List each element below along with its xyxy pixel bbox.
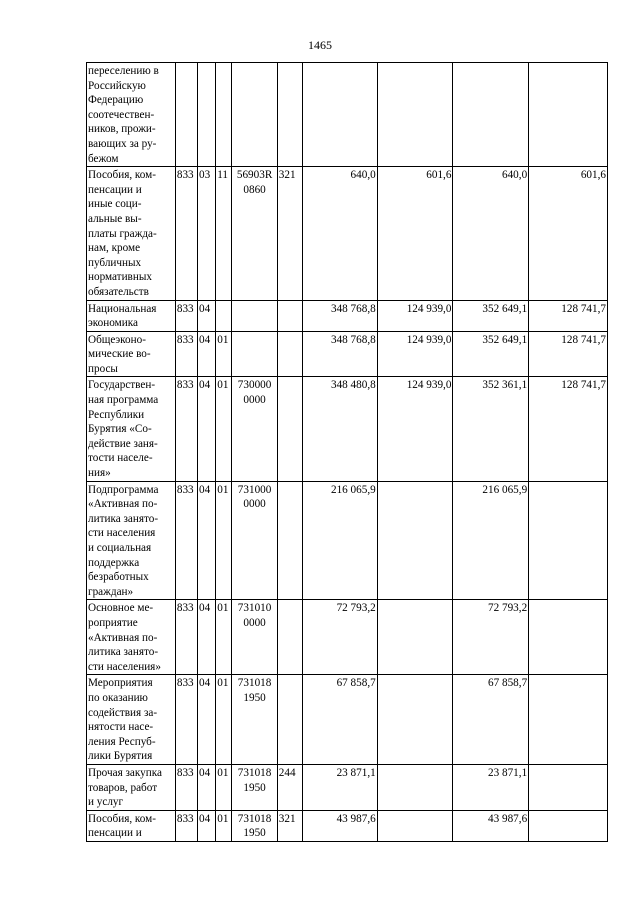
cell-csr: 731018 1950 bbox=[232, 764, 277, 810]
cell-vr bbox=[277, 300, 302, 331]
cell-sum1: 640,0 bbox=[303, 167, 378, 300]
row-name-cell bbox=[87, 764, 176, 810]
cell-rz: 04 bbox=[198, 810, 216, 841]
name-line: платы гражда- bbox=[88, 227, 157, 240]
cell-rz: 04 bbox=[198, 300, 216, 331]
name-line: граждан» bbox=[88, 585, 134, 598]
cell-pr: 11 bbox=[216, 167, 232, 300]
name-line: мические во- bbox=[88, 348, 151, 361]
name-line: вающих за ру- bbox=[88, 137, 157, 150]
name-line: по оказанию bbox=[88, 691, 148, 704]
name-line: соотечествен- bbox=[88, 108, 155, 121]
cell-vr: 321 bbox=[277, 167, 302, 300]
name-line: действие заня- bbox=[88, 437, 158, 450]
table-row bbox=[87, 481, 608, 600]
cell-csr: 731018 1950 bbox=[232, 675, 277, 765]
cell-grbs: 833 bbox=[175, 300, 197, 331]
name-line: публичных bbox=[88, 256, 142, 269]
cell-pr: 01 bbox=[216, 810, 232, 841]
cell-sum1: 72 793,2 bbox=[303, 600, 378, 675]
name-line: просы bbox=[88, 362, 118, 375]
cell-rz: 04 bbox=[198, 377, 216, 481]
cell-csr bbox=[232, 63, 277, 167]
name-line: «Активная по- bbox=[88, 498, 158, 511]
name-line: Пособия, ком- bbox=[88, 812, 156, 825]
name-line: Пособия, ком- bbox=[88, 169, 156, 182]
cell-grbs: 833 bbox=[175, 675, 197, 765]
name-line: экономика bbox=[88, 317, 138, 330]
name-line: Национальная bbox=[88, 302, 157, 315]
cell-csr bbox=[232, 300, 277, 331]
cell-sum1 bbox=[303, 63, 378, 167]
name-line: пенсации и bbox=[88, 183, 142, 196]
row-name-cell bbox=[87, 600, 176, 675]
name-line: сти населения» bbox=[88, 660, 161, 673]
cell-grbs: 833 bbox=[175, 764, 197, 810]
cell-sum2: 124 939,0 bbox=[377, 331, 453, 377]
name-line: Бурятия «Со- bbox=[88, 423, 152, 436]
row-name-cell bbox=[87, 481, 176, 600]
cell-sum3: 23 871,1 bbox=[453, 764, 529, 810]
cell-sum2 bbox=[377, 600, 453, 675]
name-line: ния» bbox=[88, 467, 111, 480]
table-row bbox=[87, 300, 608, 331]
row-name-cell bbox=[87, 810, 176, 841]
cell-grbs: 833 bbox=[175, 167, 197, 300]
table-row bbox=[87, 63, 608, 167]
cell-sum4 bbox=[529, 63, 608, 167]
cell-pr: 01 bbox=[216, 764, 232, 810]
cell-rz: 04 bbox=[198, 764, 216, 810]
table-row bbox=[87, 810, 608, 841]
cell-sum1: 348 768,8 bbox=[303, 331, 378, 377]
cell-sum3 bbox=[453, 63, 529, 167]
cell-sum3: 640,0 bbox=[453, 167, 529, 300]
name-line: нам, кроме bbox=[88, 242, 141, 255]
budget-table bbox=[86, 62, 608, 842]
cell-sum3: 352 649,1 bbox=[453, 331, 529, 377]
cell-csr: 731018 1950 bbox=[232, 810, 277, 841]
cell-grbs: 833 bbox=[175, 810, 197, 841]
cell-sum4 bbox=[529, 600, 608, 675]
cell-sum4: 128 741,7 bbox=[529, 377, 608, 481]
name-line: Подпрограмма bbox=[88, 483, 159, 496]
name-line: нятости насе- bbox=[88, 721, 154, 734]
name-line: литика занято- bbox=[88, 646, 159, 659]
cell-rz: 03 bbox=[198, 167, 216, 300]
cell-sum4 bbox=[529, 764, 608, 810]
cell-vr bbox=[277, 331, 302, 377]
cell-pr: 01 bbox=[216, 675, 232, 765]
cell-sum4: 601,6 bbox=[529, 167, 608, 300]
cell-vr bbox=[277, 600, 302, 675]
cell-sum3: 352 649,1 bbox=[453, 300, 529, 331]
name-line: переселению в bbox=[88, 65, 159, 77]
name-line: Российскую bbox=[88, 79, 146, 92]
name-line: ников, прожи- bbox=[88, 123, 156, 136]
table-row bbox=[87, 675, 608, 765]
cell-pr: 01 bbox=[216, 377, 232, 481]
name-line: товаров, работ bbox=[88, 781, 158, 794]
row-name-cell bbox=[87, 675, 176, 765]
cell-sum3: 72 793,2 bbox=[453, 600, 529, 675]
name-line: Республики bbox=[88, 408, 145, 421]
cell-sum3: 216 065,9 bbox=[453, 481, 529, 600]
cell-grbs: 833 bbox=[175, 600, 197, 675]
row-name-cell bbox=[87, 167, 176, 300]
name-line: поддержка bbox=[88, 556, 140, 569]
cell-pr: 01 bbox=[216, 331, 232, 377]
name-line: роприятие bbox=[88, 616, 138, 629]
name-line: тости населе- bbox=[88, 452, 153, 465]
cell-sum4: 128 741,7 bbox=[529, 300, 608, 331]
table-row bbox=[87, 600, 608, 675]
cell-sum1: 67 858,7 bbox=[303, 675, 378, 765]
cell-rz: 04 bbox=[198, 600, 216, 675]
cell-csr: 731010 0000 bbox=[232, 600, 277, 675]
name-line: Мероприятия bbox=[88, 677, 153, 690]
table-row bbox=[87, 167, 608, 300]
cell-sum4 bbox=[529, 675, 608, 765]
name-line: лики Бурятия bbox=[88, 750, 153, 763]
cell-sum1: 23 871,1 bbox=[303, 764, 378, 810]
name-line: обязательств bbox=[88, 285, 149, 298]
name-line: и услуг bbox=[88, 796, 124, 809]
name-line: ления Респуб- bbox=[88, 735, 156, 748]
cell-rz: 04 bbox=[198, 675, 216, 765]
cell-csr: 731000 0000 bbox=[232, 481, 277, 600]
name-line: сти населения bbox=[88, 527, 156, 540]
page-number: 1465 bbox=[308, 38, 332, 52]
row-name-cell bbox=[87, 331, 176, 377]
row-name-cell bbox=[87, 63, 176, 167]
name-line: литика занято- bbox=[88, 512, 159, 525]
cell-sum1: 348 768,8 bbox=[303, 300, 378, 331]
name-line: пенсации и bbox=[88, 827, 142, 840]
cell-sum1: 348 480,8 bbox=[303, 377, 378, 481]
row-name-cell bbox=[87, 300, 176, 331]
cell-sum1: 216 065,9 bbox=[303, 481, 378, 600]
cell-sum2: 124 939,0 bbox=[377, 300, 453, 331]
name-line: Федерацию bbox=[88, 94, 144, 107]
cell-rz: 04 bbox=[198, 331, 216, 377]
name-line: Общеэконо- bbox=[88, 333, 146, 346]
cell-rz: 04 bbox=[198, 481, 216, 600]
cell-sum4: 128 741,7 bbox=[529, 331, 608, 377]
cell-vr: 321 bbox=[277, 810, 302, 841]
cell-sum2: 601,6 bbox=[377, 167, 453, 300]
cell-sum4 bbox=[529, 481, 608, 600]
name-line: Государствен- bbox=[88, 379, 156, 392]
cell-csr bbox=[232, 331, 277, 377]
name-line: и социальная bbox=[88, 542, 152, 554]
name-line: бежом bbox=[88, 152, 119, 165]
table-row bbox=[87, 331, 608, 377]
cell-sum3: 67 858,7 bbox=[453, 675, 529, 765]
cell-pr bbox=[216, 300, 232, 331]
cell-sum2 bbox=[377, 675, 453, 765]
cell-vr: 244 bbox=[277, 764, 302, 810]
name-line: содействия за- bbox=[88, 706, 158, 719]
cell-pr: 01 bbox=[216, 481, 232, 600]
cell-sum3: 352 361,1 bbox=[453, 377, 529, 481]
name-line: нормативных bbox=[88, 271, 152, 284]
cell-vr bbox=[277, 481, 302, 600]
name-line: иные соци- bbox=[88, 198, 142, 211]
cell-csr: 56903R 0860 bbox=[232, 167, 277, 300]
cell-csr: 730000 0000 bbox=[232, 377, 277, 481]
cell-pr: 01 bbox=[216, 600, 232, 675]
cell-sum2 bbox=[377, 810, 453, 841]
cell-sum2: 124 939,0 bbox=[377, 377, 453, 481]
cell-vr bbox=[277, 63, 302, 167]
cell-pr bbox=[216, 63, 232, 167]
cell-sum2 bbox=[377, 63, 453, 167]
table-row bbox=[87, 764, 608, 810]
name-line: Прочая закупка bbox=[88, 766, 162, 779]
name-line: Основное ме- bbox=[88, 602, 154, 615]
cell-sum1: 43 987,6 bbox=[303, 810, 378, 841]
cell-sum2 bbox=[377, 481, 453, 600]
cell-sum3: 43 987,6 bbox=[453, 810, 529, 841]
row-name-cell bbox=[87, 377, 176, 481]
cell-sum4 bbox=[529, 810, 608, 841]
cell-sum2 bbox=[377, 764, 453, 810]
table-row bbox=[87, 377, 608, 481]
cell-grbs bbox=[175, 63, 197, 167]
cell-grbs: 833 bbox=[175, 331, 197, 377]
cell-grbs: 833 bbox=[175, 377, 197, 481]
cell-grbs: 833 bbox=[175, 481, 197, 600]
name-line: альные вы- bbox=[88, 212, 142, 225]
name-line: «Активная по- bbox=[88, 631, 158, 644]
cell-vr bbox=[277, 377, 302, 481]
cell-rz bbox=[198, 63, 216, 167]
name-line: ная программа bbox=[88, 394, 159, 407]
name-line: безработных bbox=[88, 571, 149, 584]
cell-vr bbox=[277, 675, 302, 765]
